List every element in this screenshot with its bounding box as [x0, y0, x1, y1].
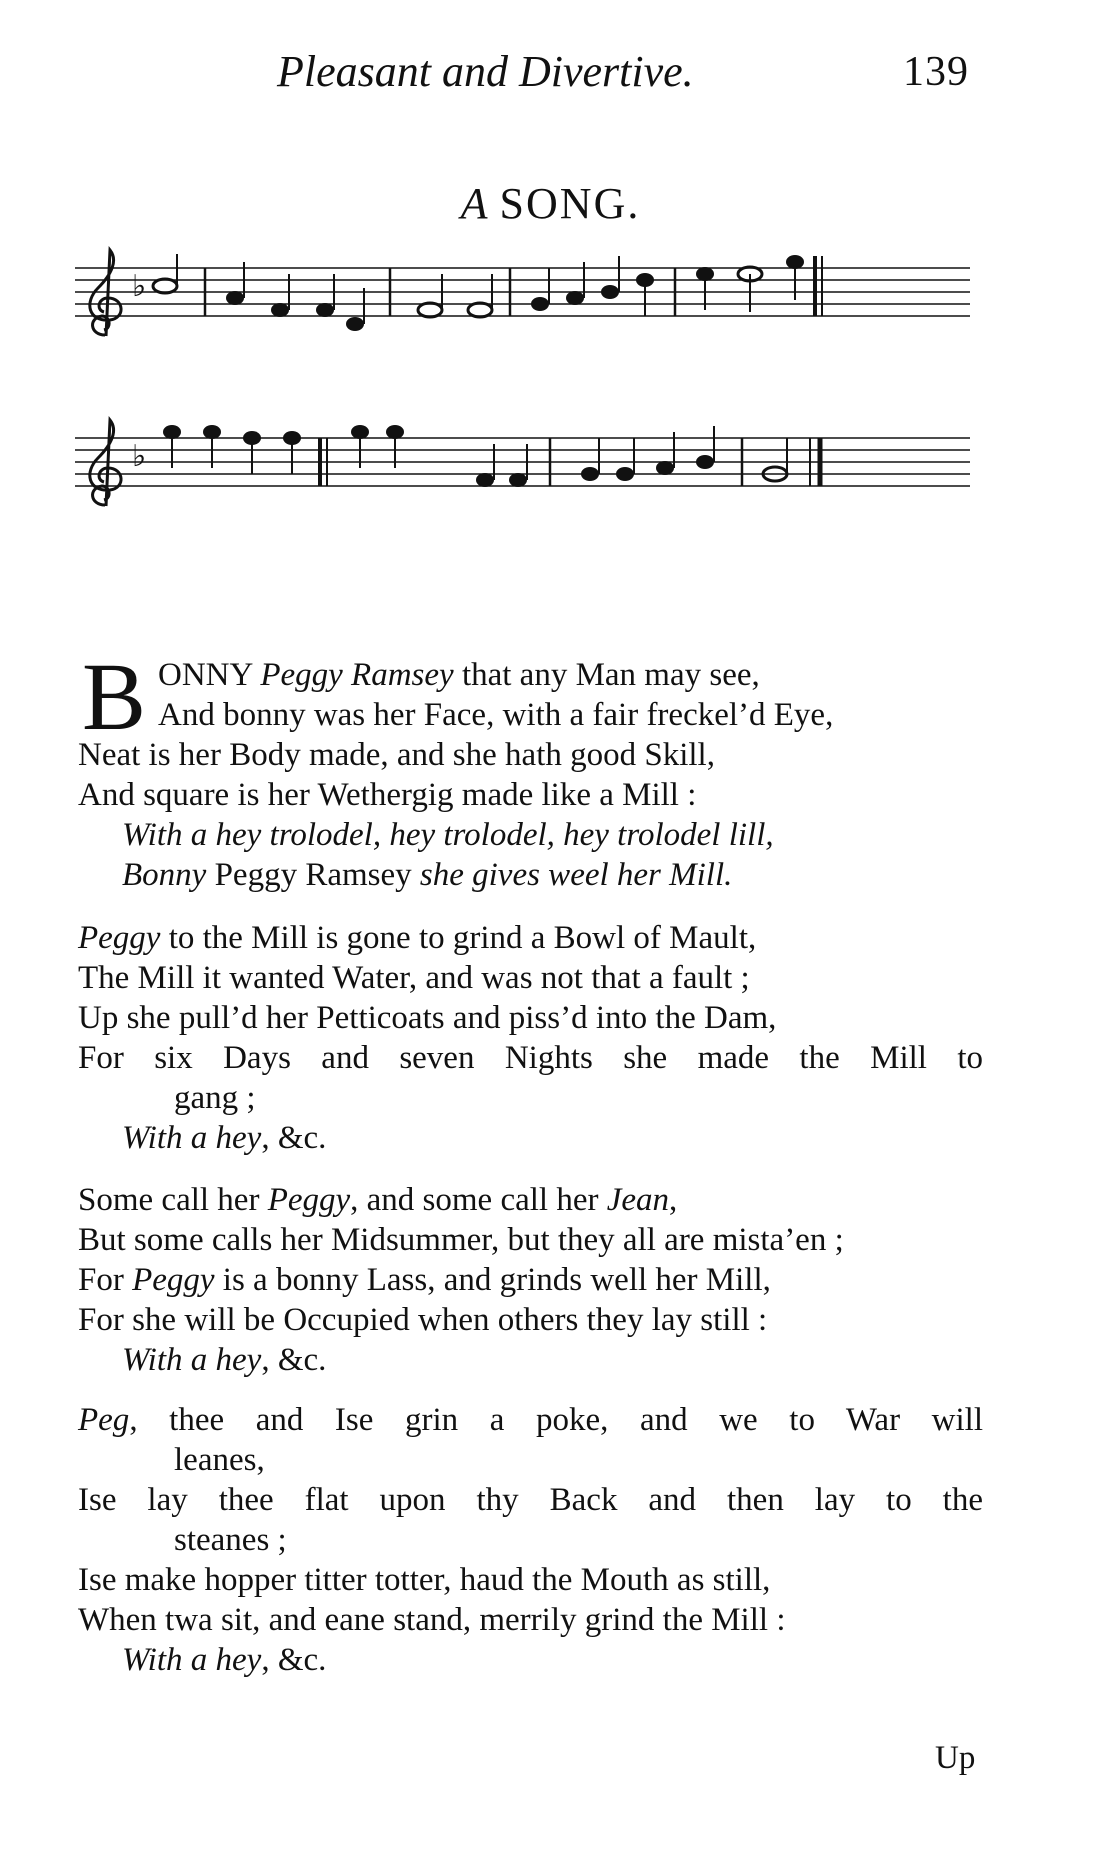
- verse-line: For she will be Occupied when others they lay still :: [78, 1302, 768, 1338]
- verse-2: [78, 918, 1038, 1158]
- text-run: to the Mill is gone to grind a Bowl of Mault,: [160, 920, 757, 956]
- song-title: [0, 178, 1101, 229]
- text-run: Peggy Ramsey: [206, 857, 420, 893]
- music-staff-2: [70, 410, 970, 520]
- text-run: Peggy: [78, 920, 161, 956]
- refrain-line: With a hey trolodel, hey trolodel, hey trolodel lill,: [122, 817, 774, 853]
- catchword: Up: [935, 1740, 976, 1776]
- flat-sign-icon: ♭: [132, 269, 147, 304]
- verse-1: [78, 643, 1038, 895]
- verse-line: [78, 1400, 983, 1440]
- text-run: For: [78, 1262, 133, 1298]
- verse-line: And bonny was her Face, with a fair freckel’d Eye,: [158, 697, 834, 733]
- treble-clef-icon: [90, 250, 121, 336]
- text-run: Peggy: [267, 1182, 351, 1218]
- text-run: , &c.: [261, 1642, 327, 1678]
- verse-line: Up she pull’d her Petticoats and piss’d into the Dam,: [78, 1000, 777, 1036]
- music-staff-1: [70, 240, 970, 350]
- verse-line: For six Days and seven Nights she made the Mill to: [78, 1040, 983, 1076]
- text-run: , thee and Ise grin a poke, and we to War will: [129, 1402, 983, 1438]
- verse-line: Ise make hopper titter totter, haud the Mouth as still,: [78, 1562, 771, 1598]
- text-run: , &c.: [261, 1120, 327, 1156]
- verse-1-dropcap-block: [78, 643, 1038, 750]
- text-run: Peg: [78, 1402, 130, 1438]
- text-run: she gives weel her Mill.: [419, 857, 733, 893]
- text-run: , &c.: [261, 1342, 327, 1378]
- refrain-line: [78, 855, 1038, 895]
- verse-4: [78, 1400, 1038, 1680]
- verse-line: [78, 1260, 1038, 1300]
- text-run: Peggy: [132, 1262, 215, 1298]
- verse-line: [78, 918, 1038, 958]
- text-run: is a bonny Lass, and grinds well her Mill,: [214, 1262, 771, 1298]
- verse-line-continuation: gang ;: [174, 1080, 256, 1116]
- verse-line: [78, 1180, 1038, 1220]
- text-run: Jean: [606, 1182, 670, 1218]
- verse-line: The Mill it wanted Water, and was not that a fault ;: [78, 960, 750, 996]
- text-run: Bonny: [122, 857, 207, 893]
- verse-line: And square is her Wethergig made like a Mill :: [78, 777, 697, 813]
- page-number: 139: [903, 49, 969, 95]
- text-run: With a hey: [122, 1342, 262, 1378]
- verse-line: But some calls her Midsummer, but they all are mista’en ;: [78, 1222, 844, 1258]
- treble-clef-icon: [90, 420, 121, 506]
- refrain-line: [78, 1118, 1038, 1158]
- refrain-line: [78, 1340, 1038, 1380]
- verse-line-continuation: leanes,: [174, 1442, 265, 1478]
- verse-line: Ise lay thee flat upon thy Back and then lay to the: [78, 1482, 983, 1518]
- verse-line: When twa sit, and eane stand, merrily grind the Mill :: [78, 1602, 786, 1638]
- text-run: With a hey: [122, 1642, 262, 1678]
- verse-line: Neat is her Body made, and she hath good Skill,: [78, 737, 715, 773]
- verse-line: [78, 655, 1038, 695]
- running-title: Pleasant and Divertive.: [277, 47, 694, 96]
- text-run: Peggy Ramsey: [260, 657, 454, 693]
- verse-3: [78, 1180, 1038, 1380]
- text-run: , and some call her: [350, 1182, 607, 1218]
- text-run: ,: [669, 1182, 678, 1218]
- flat-sign-icon: ♭: [132, 439, 147, 474]
- text-run: With a hey: [122, 1120, 262, 1156]
- text-run: Some call her: [78, 1182, 268, 1218]
- verse-line-continuation: steanes ;: [174, 1522, 287, 1558]
- song-title-article: A: [460, 179, 490, 228]
- song-title-word: SONG.: [499, 179, 641, 228]
- refrain-line: [78, 1640, 1038, 1680]
- text-run: ONNY: [158, 657, 261, 693]
- drop-cap: B: [82, 643, 147, 750]
- text-run: that any Man may see,: [453, 657, 760, 693]
